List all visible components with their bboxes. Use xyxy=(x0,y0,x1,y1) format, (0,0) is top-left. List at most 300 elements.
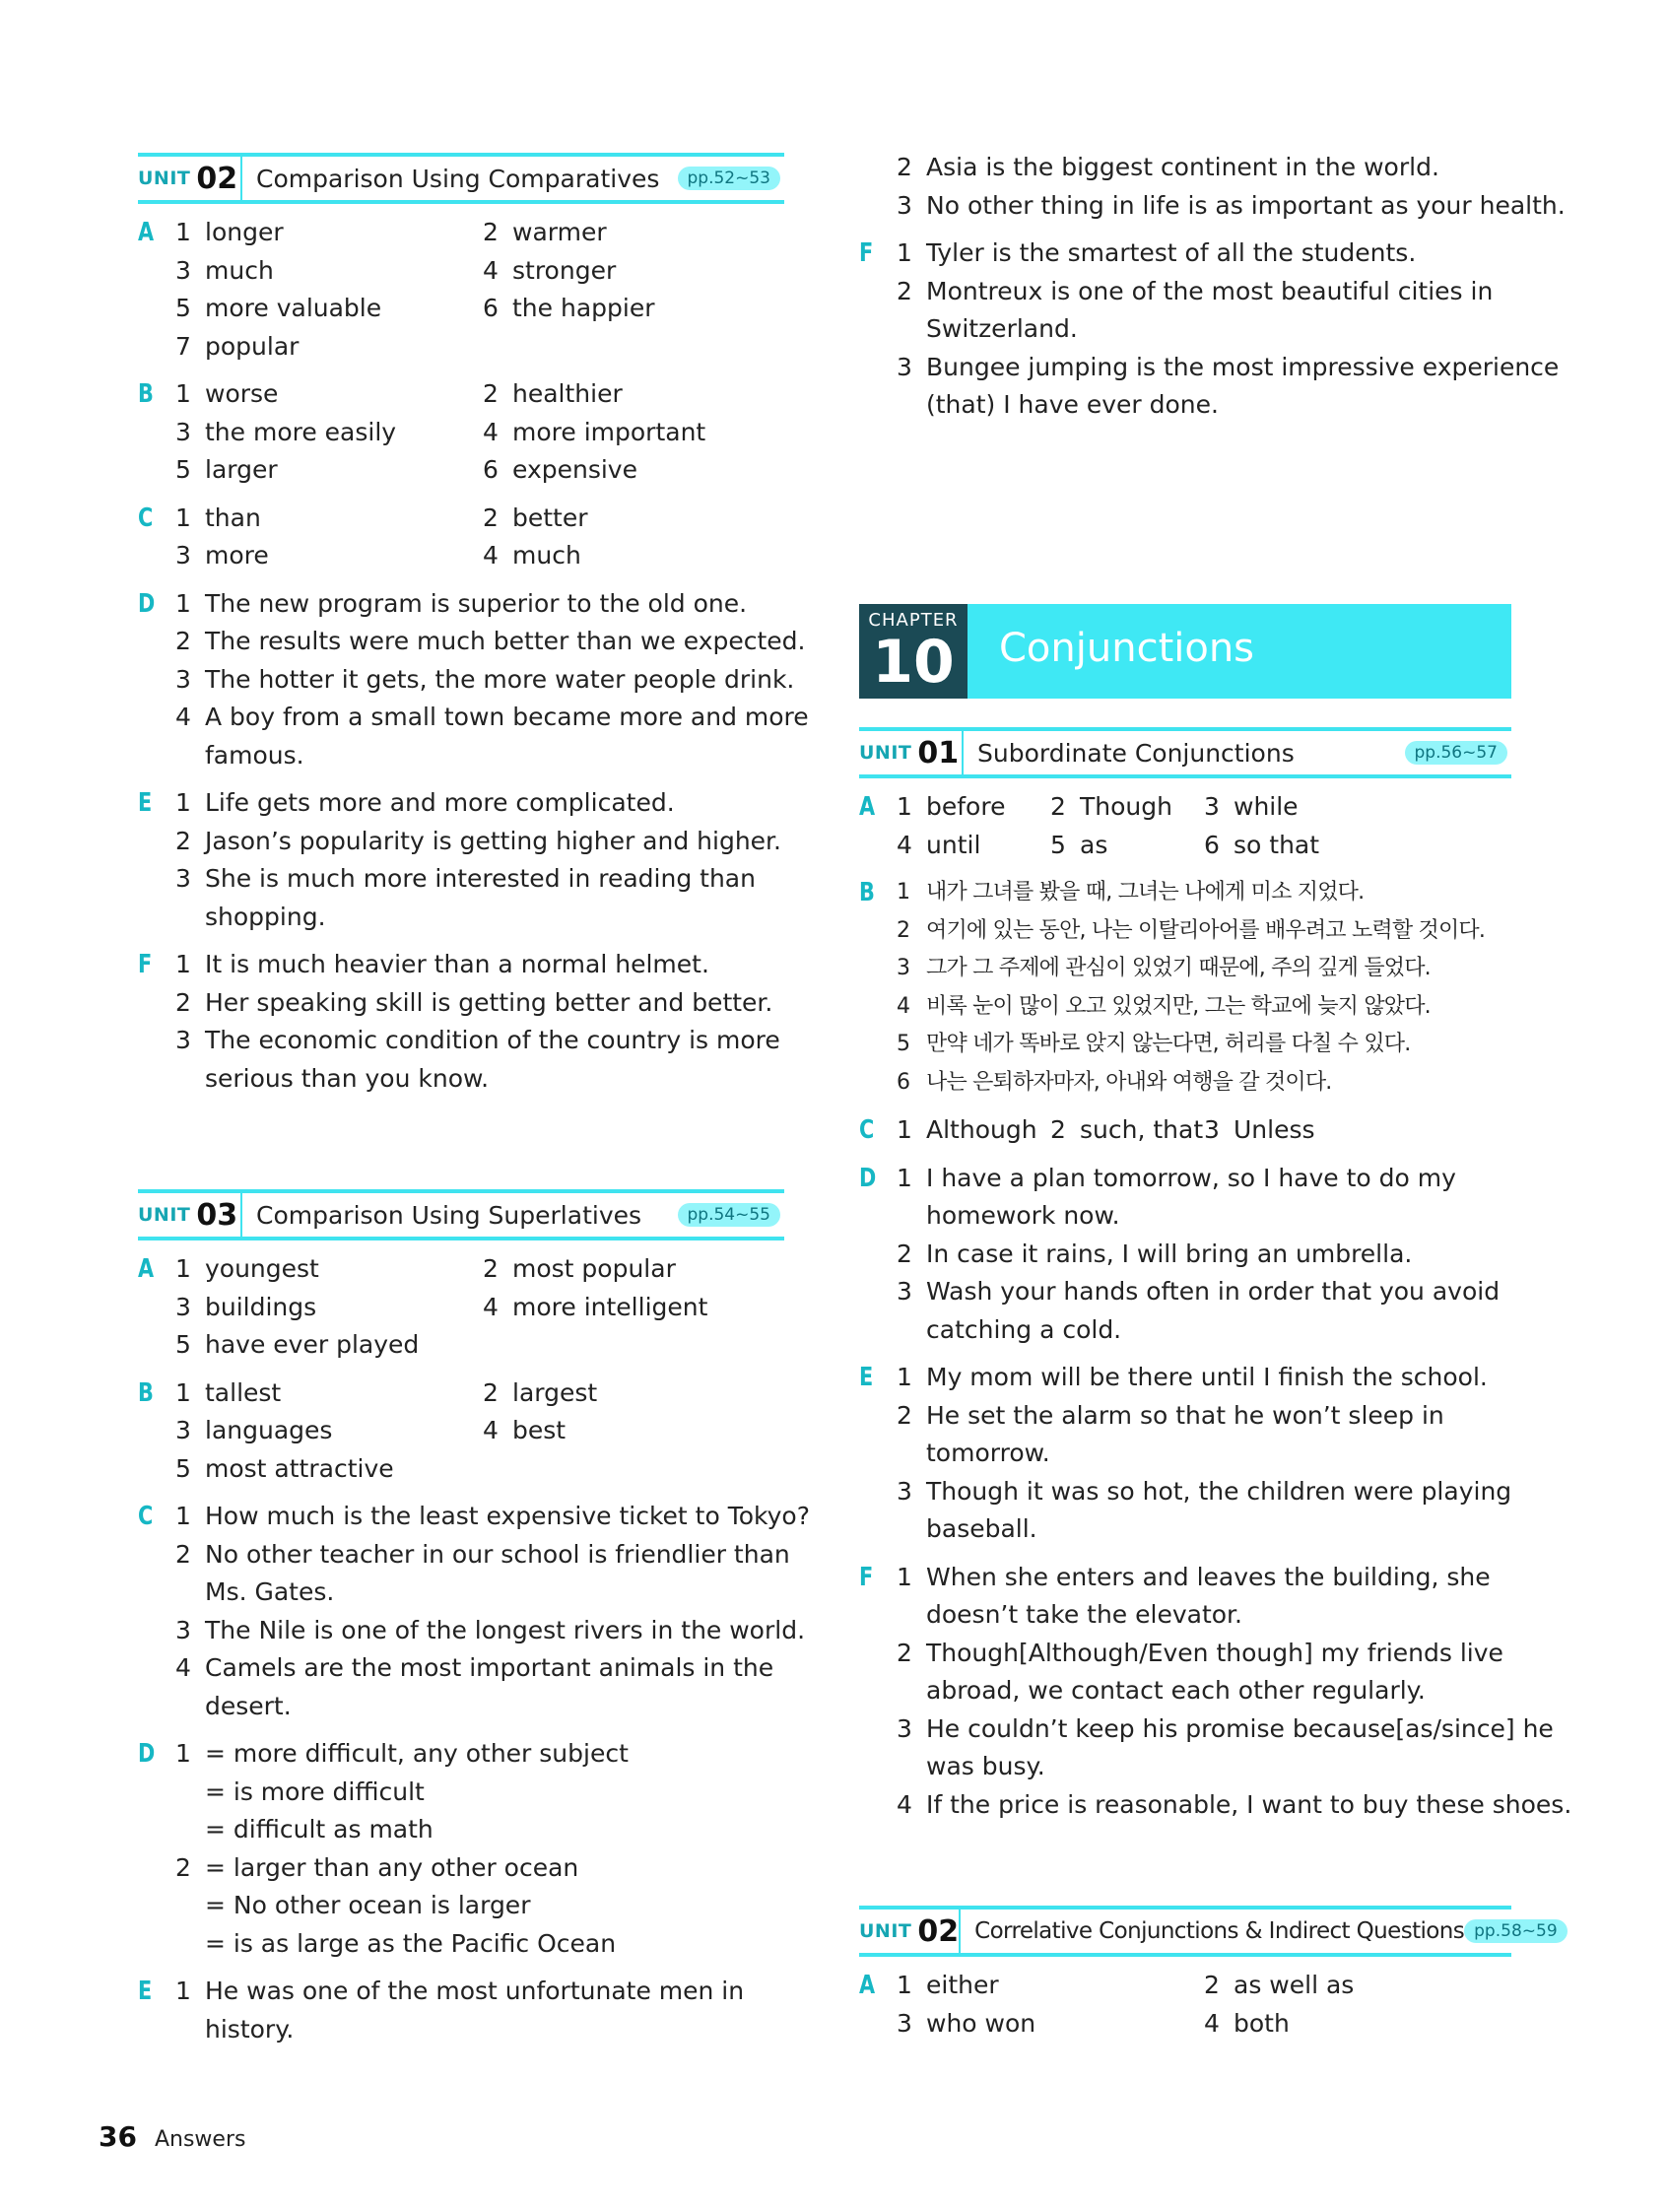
item-answer: as well as xyxy=(1234,1971,1355,1999)
unit-02-correlative xyxy=(859,1906,1558,2043)
item-number: 4 xyxy=(483,541,499,570)
answer-item xyxy=(175,252,483,291)
item-number: 4 xyxy=(175,1653,191,1682)
item-answer: such, that xyxy=(1080,1115,1204,1144)
item-number: 6 xyxy=(897,1069,910,1095)
answer-item xyxy=(1050,788,1204,827)
item-number: 3 xyxy=(897,956,910,980)
answer-line xyxy=(859,1197,1511,1236)
answer-item xyxy=(175,1250,483,1289)
answer-item xyxy=(1204,2005,1500,2044)
item-answer: Though xyxy=(1080,792,1172,821)
answer-item xyxy=(483,1374,778,1413)
section-letter: F xyxy=(859,238,874,268)
item-number: 1 xyxy=(897,1363,912,1391)
section-letter: C xyxy=(138,1502,154,1531)
answer-row xyxy=(859,1967,1511,2005)
item-answer: When she enters and leaves the building, she xyxy=(926,1562,1491,1591)
answer-line xyxy=(138,585,784,624)
answer-line xyxy=(138,784,784,823)
answer-line xyxy=(138,623,806,661)
item-answer: 나는 은퇴하자마자, 아내와 여행을 갈 것이다. xyxy=(926,1069,1332,1095)
answer-row xyxy=(138,375,784,414)
item-number: 4 xyxy=(483,417,499,446)
item-number: 4 xyxy=(897,1789,912,1819)
unit-header xyxy=(138,1189,784,1240)
item-answer: worse xyxy=(205,379,279,408)
answer-item xyxy=(1204,1967,1500,2005)
answer-line xyxy=(138,1060,784,1099)
unit-title: Subordinate Conjunctions xyxy=(977,738,1295,768)
item-answer: The results were much better than we expected. xyxy=(205,627,806,655)
item-answer: popular xyxy=(205,331,300,361)
chapter-number-box xyxy=(859,604,967,699)
item-answer: 내가 그녀를 봤을 때, 그녀는 나에게 미소 지었다. xyxy=(926,880,1365,905)
item-answer: He was one of the most unfortunate men in xyxy=(205,1977,745,2005)
item-answer: The new program is superior to the old one. xyxy=(205,588,748,618)
item-number: 1 xyxy=(175,588,191,618)
item-answer: either xyxy=(926,1971,999,1999)
answer-row xyxy=(138,1250,784,1289)
answer-line xyxy=(138,1649,784,1688)
item-number: 3 xyxy=(897,1476,912,1506)
unit-pages-badge: pp.54~55 xyxy=(678,1203,781,1227)
item-number: 1 xyxy=(175,1739,191,1768)
answer-line xyxy=(138,737,784,775)
item-answer: expensive xyxy=(512,455,637,484)
answer-line xyxy=(138,1925,784,1964)
answer-item xyxy=(175,1326,483,1365)
item-answer: Wash your hands often in order that you avoid xyxy=(926,1277,1501,1306)
item-number: 4 xyxy=(1204,2008,1220,2038)
answer-line xyxy=(138,661,795,700)
answer-line xyxy=(859,1510,1511,1549)
item-answer: best xyxy=(512,1416,567,1444)
unit-label xyxy=(138,1193,242,1237)
unit-pages-badge: pp.56~57 xyxy=(1405,741,1508,765)
item-answer: How much is the least expensive ticket to Tokyo? xyxy=(205,1502,810,1530)
answer-row xyxy=(138,1412,784,1450)
item-number: 6 xyxy=(1204,830,1220,859)
answer-line xyxy=(138,1849,784,1888)
unit-title: Correlative Conjunctions & Indirect Questions xyxy=(974,1918,1465,1944)
answer-line xyxy=(138,1574,784,1612)
chapter-banner xyxy=(859,604,1511,699)
answer-row xyxy=(859,1111,1511,1150)
answer-row xyxy=(138,1326,784,1365)
item-number: 3 xyxy=(897,190,912,220)
answer-row xyxy=(859,827,1511,865)
answer-item xyxy=(175,414,483,452)
item-number: 3 xyxy=(175,1416,191,1444)
item-answer: She is much more interested in reading than xyxy=(205,864,756,893)
item-number: 4 xyxy=(483,255,499,285)
unit-title: Comparison Using Superlatives xyxy=(256,1200,642,1230)
item-number: 7 xyxy=(175,331,191,361)
answer-line xyxy=(138,946,784,984)
section-letter: E xyxy=(859,1363,874,1392)
item-answer: 여기에 있는 동안, 나는 이탈리아어를 배우려고 노력할 것이다. xyxy=(926,917,1486,943)
section-a xyxy=(138,214,784,366)
item-number: 1 xyxy=(897,1971,912,1999)
answer-item xyxy=(175,290,483,328)
unit-word: UNIT xyxy=(859,742,912,764)
item-number: 5 xyxy=(1050,830,1066,859)
unit-01-subordinate xyxy=(859,727,1572,1824)
section-a xyxy=(859,788,1511,864)
answer-line xyxy=(859,1786,1572,1825)
answer-line xyxy=(138,860,784,899)
item-number: 1 xyxy=(175,950,191,978)
item-answer: Montreux is one of the most beautiful cities in xyxy=(926,276,1494,305)
item-answer: famous. xyxy=(205,740,304,770)
item-number: 2 xyxy=(897,1239,912,1268)
item-number: 3 xyxy=(175,1292,191,1321)
item-number: 3 xyxy=(175,417,191,446)
answer-line xyxy=(859,1160,1511,1198)
answer-item xyxy=(175,500,483,538)
section-a xyxy=(859,1967,1511,2043)
item-answer: The economic condition of the country is more xyxy=(205,1026,780,1054)
item-answer: Camels are the most important animals in the xyxy=(205,1653,774,1682)
item-answer: homework now. xyxy=(926,1201,1120,1230)
item-answer: The Nile is one of the longest rivers in the world. xyxy=(205,1615,806,1644)
answer-line xyxy=(138,899,784,937)
answer-item xyxy=(1204,1111,1401,1150)
answer-line xyxy=(859,1710,1554,1749)
item-answer: most attractive xyxy=(205,1453,394,1483)
item-number: 2 xyxy=(483,379,499,408)
answer-item xyxy=(175,375,483,414)
item-number: 2 xyxy=(175,1852,191,1882)
section-b xyxy=(138,375,784,490)
item-answer: = is as large as the Pacific Ocean xyxy=(205,1928,617,1958)
item-number: 2 xyxy=(483,1254,499,1283)
item-number: 2 xyxy=(175,627,191,655)
answer-row xyxy=(138,252,784,291)
item-answer: Bungee jumping is the most impressive experience xyxy=(926,352,1560,381)
section-letter: B xyxy=(138,1377,154,1408)
item-answer: who won xyxy=(926,2008,1036,2038)
section-letter: E xyxy=(138,788,153,818)
section-letter: D xyxy=(138,1739,156,1769)
item-number: 3 xyxy=(897,1277,912,1306)
answer-item xyxy=(175,1412,483,1450)
item-answer: largest xyxy=(512,1377,598,1407)
item-number: 2 xyxy=(1204,1971,1220,1999)
answer-item xyxy=(483,1250,778,1289)
answer-item xyxy=(483,1412,778,1450)
item-answer: (that) I have ever done. xyxy=(926,390,1219,419)
section-letter: F xyxy=(859,1562,874,1592)
item-number: 2 xyxy=(175,826,191,855)
item-answer: Unless xyxy=(1234,1115,1315,1144)
answer-line xyxy=(138,2011,784,2049)
item-answer: better xyxy=(512,503,588,532)
item-answer: more important xyxy=(512,417,706,446)
answer-line xyxy=(859,349,1560,387)
item-answer: so that xyxy=(1234,830,1320,859)
section-e xyxy=(138,1973,784,2048)
item-number: 3 xyxy=(175,1615,191,1644)
answer-line xyxy=(138,1811,784,1849)
answer-item xyxy=(175,328,483,367)
footer-label: Answers xyxy=(154,2127,246,2152)
item-answer: The hotter it gets, the more water people drink. xyxy=(205,664,795,694)
item-number: 1 xyxy=(897,1115,912,1144)
answer-item xyxy=(897,827,1050,865)
answer-row xyxy=(138,290,784,328)
answer-row xyxy=(859,2005,1511,2044)
unit-header xyxy=(859,1906,1558,1957)
answer-item xyxy=(483,414,778,452)
unit-header xyxy=(859,727,1511,778)
answer-line xyxy=(138,1688,784,1726)
answer-row xyxy=(138,414,784,452)
unit-02-comparatives xyxy=(138,153,809,1098)
item-number: 4 xyxy=(483,1416,499,1444)
item-answer: Asia is the biggest continent in the world. xyxy=(926,153,1439,181)
answer-line xyxy=(859,1435,1511,1473)
item-answer: No other thing in life is as important as your health. xyxy=(926,190,1566,220)
answer-line xyxy=(859,1064,1511,1103)
item-number: 5 xyxy=(897,1032,910,1056)
item-answer: most popular xyxy=(512,1254,676,1283)
item-answer: much xyxy=(512,541,581,570)
item-number: 2 xyxy=(1050,792,1066,821)
section-letter: F xyxy=(138,950,153,979)
item-answer: larger xyxy=(205,455,278,484)
answer-item xyxy=(1204,788,1401,827)
answer-item xyxy=(897,2005,1204,2044)
answer-item xyxy=(175,1450,483,1489)
answer-item xyxy=(483,375,778,414)
item-answer: It is much heavier than a normal helmet. xyxy=(205,950,709,978)
item-number: 4 xyxy=(897,993,910,1019)
section-letter: B xyxy=(138,379,154,409)
item-number: 2 xyxy=(897,1638,912,1667)
item-number: 6 xyxy=(483,455,499,484)
answer-row xyxy=(138,537,784,575)
unit-pages-badge: pp.58~59 xyxy=(1464,1919,1568,1943)
item-answer: = No other ocean is larger xyxy=(205,1891,531,1919)
answer-item xyxy=(175,1289,483,1327)
answer-line xyxy=(859,1559,1511,1597)
answer-row xyxy=(138,451,784,490)
item-answer: serious than you know. xyxy=(205,1063,490,1093)
page-footer xyxy=(99,2120,245,2153)
item-number: 4 xyxy=(897,830,912,859)
answer-item xyxy=(175,214,483,252)
answer-line xyxy=(859,1672,1511,1710)
answer-item xyxy=(483,1289,778,1327)
item-number: 2 xyxy=(483,1377,499,1407)
answer-line xyxy=(859,988,1511,1027)
answer-item xyxy=(483,214,778,252)
item-answer: Her speaking skill is getting better and better. xyxy=(205,987,773,1017)
item-number: 3 xyxy=(175,1026,191,1054)
answer-line xyxy=(859,1273,1511,1311)
unit-title: Comparison Using Comparatives xyxy=(256,164,660,193)
section-letter: C xyxy=(859,1115,875,1145)
item-answer: youngest xyxy=(205,1254,319,1283)
answer-line xyxy=(138,1022,784,1060)
answer-item xyxy=(175,1374,483,1413)
item-number: 1 xyxy=(897,880,910,905)
item-answer: Jason’s popularity is getting higher and higher. xyxy=(205,826,781,855)
answer-item xyxy=(1050,1111,1204,1150)
section-letter: A xyxy=(138,218,155,247)
item-answer: as xyxy=(1080,830,1108,859)
answer-line xyxy=(859,1359,1511,1397)
section-letter: E xyxy=(138,1977,153,2006)
unit-label xyxy=(859,731,964,774)
answer-row xyxy=(138,1374,784,1413)
item-answer: much xyxy=(205,255,274,285)
item-number: 1 xyxy=(175,218,191,246)
item-answer: 만약 네가 똑바로 앉지 않는다면, 허리를 다칠 수 있다. xyxy=(926,1032,1411,1056)
item-answer: have ever played xyxy=(205,1330,420,1359)
item-number: 3 xyxy=(175,541,191,570)
answer-line xyxy=(859,310,1511,349)
answer-line xyxy=(859,273,1511,311)
chapter-title: Conjunctions xyxy=(999,626,1255,671)
answer-line xyxy=(859,950,1511,988)
unit-number: 03 xyxy=(196,1197,238,1233)
item-answer: buildings xyxy=(205,1292,317,1321)
section-c xyxy=(859,1111,1511,1150)
item-answer: than xyxy=(205,503,261,532)
answer-item xyxy=(1050,827,1204,865)
item-answer: history. xyxy=(205,2014,295,2044)
item-answer: languages xyxy=(205,1416,333,1444)
answer-row xyxy=(138,1289,784,1327)
section-e xyxy=(859,1359,1511,1549)
item-answer: tomorrow. xyxy=(926,1439,1050,1467)
chapter-number: 10 xyxy=(872,628,955,697)
item-answer: doesn’t take the elevator. xyxy=(926,1600,1242,1629)
item-answer: Tyler is the smartest of all the students. xyxy=(926,238,1417,267)
item-number: 1 xyxy=(175,1977,191,2005)
answer-line xyxy=(859,912,1511,951)
answer-line xyxy=(138,1536,790,1575)
answer-row xyxy=(859,788,1511,827)
answer-item xyxy=(483,328,778,367)
item-answer: stronger xyxy=(512,255,617,285)
answer-item xyxy=(483,451,778,490)
answer-item xyxy=(897,788,1050,827)
item-number: 1 xyxy=(175,1377,191,1407)
item-number: 2 xyxy=(1050,1115,1066,1144)
section-contf xyxy=(859,235,1560,425)
answer-line xyxy=(859,1311,1511,1350)
item-answer: = is more difficult xyxy=(205,1776,425,1806)
item-number: 4 xyxy=(483,1292,499,1321)
answer-line xyxy=(859,187,1566,226)
answer-line xyxy=(859,1026,1511,1064)
section-d xyxy=(859,1160,1511,1350)
unit-number: 02 xyxy=(196,161,238,196)
item-number: 2 xyxy=(483,503,499,532)
item-answer: He set the alarm so that he won’t sleep in xyxy=(926,1400,1444,1430)
section-e xyxy=(138,784,784,936)
answer-line xyxy=(138,823,784,861)
item-answer: warmer xyxy=(512,218,607,246)
item-answer: Although xyxy=(926,1115,1037,1144)
item-answer: No other teacher in our school is friendlier than xyxy=(205,1539,790,1569)
item-number: 3 xyxy=(175,255,191,285)
unit-word: UNIT xyxy=(859,1920,912,1942)
item-answer: was busy. xyxy=(926,1752,1045,1780)
answer-line xyxy=(859,149,1511,187)
item-number: 1 xyxy=(175,1254,191,1283)
answer-item xyxy=(175,451,483,490)
answer-line xyxy=(138,1735,784,1774)
section-f xyxy=(138,946,784,1098)
item-answer: Though[Although/Even though] my friends live xyxy=(926,1638,1503,1667)
answer-item xyxy=(483,1450,778,1489)
answer-line xyxy=(859,1236,1511,1274)
item-number: 3 xyxy=(897,2008,912,2038)
item-answer: healthier xyxy=(512,379,623,408)
answer-item xyxy=(483,252,778,291)
item-number: 2 xyxy=(483,218,499,246)
answer-line xyxy=(859,1473,1511,1511)
item-number: 1 xyxy=(897,792,912,821)
chapter-word: CHAPTER xyxy=(868,610,959,631)
answer-line xyxy=(859,1748,1511,1786)
item-number: 5 xyxy=(175,294,191,322)
item-number: 4 xyxy=(175,703,191,731)
item-answer: 그가 그 주제에 관심이 있었기 때문에, 주의 깊게 들었다. xyxy=(926,956,1431,980)
answer-row xyxy=(138,214,784,252)
item-number: 3 xyxy=(897,1713,912,1743)
section-d xyxy=(138,1735,784,1963)
item-answer: = more difficult, any other subject xyxy=(205,1739,629,1768)
item-number: 2 xyxy=(897,276,912,305)
answer-row xyxy=(138,500,784,538)
item-answer: Life gets more and more complicated. xyxy=(205,788,675,817)
item-answer: He couldn’t keep his promise because[as/since] he xyxy=(926,1713,1554,1743)
item-answer: the happier xyxy=(512,294,655,322)
answer-item xyxy=(483,1326,778,1365)
answer-line xyxy=(859,1596,1511,1635)
unit-word: UNIT xyxy=(138,168,191,189)
item-answer: 비록 눈이 많이 오고 있었지만, 그는 학교에 늦지 않았다. xyxy=(926,993,1431,1019)
item-answer: more xyxy=(205,541,269,570)
section-letter: A xyxy=(138,1254,155,1284)
answer-line xyxy=(138,984,784,1023)
item-number: 1 xyxy=(897,1562,912,1591)
section-f xyxy=(859,1559,1572,1825)
item-number: 1 xyxy=(175,503,191,532)
item-number: 3 xyxy=(175,864,191,893)
item-number: 1 xyxy=(175,788,191,817)
section-cont xyxy=(859,149,1566,225)
unit-03-superlatives xyxy=(138,1189,810,2048)
section-c xyxy=(138,500,784,575)
item-number: 2 xyxy=(175,1539,191,1569)
item-answer: before xyxy=(926,792,1006,821)
section-letter: D xyxy=(138,588,156,619)
page-number: 36 xyxy=(99,2120,137,2153)
section-b xyxy=(859,874,1511,1102)
unit-number: 02 xyxy=(917,1913,960,1949)
section-letter: A xyxy=(859,1971,876,2000)
item-number: 2 xyxy=(897,1400,912,1430)
item-answer: abroad, we contact each other regularly. xyxy=(926,1676,1426,1705)
answer-line xyxy=(859,1635,1511,1673)
